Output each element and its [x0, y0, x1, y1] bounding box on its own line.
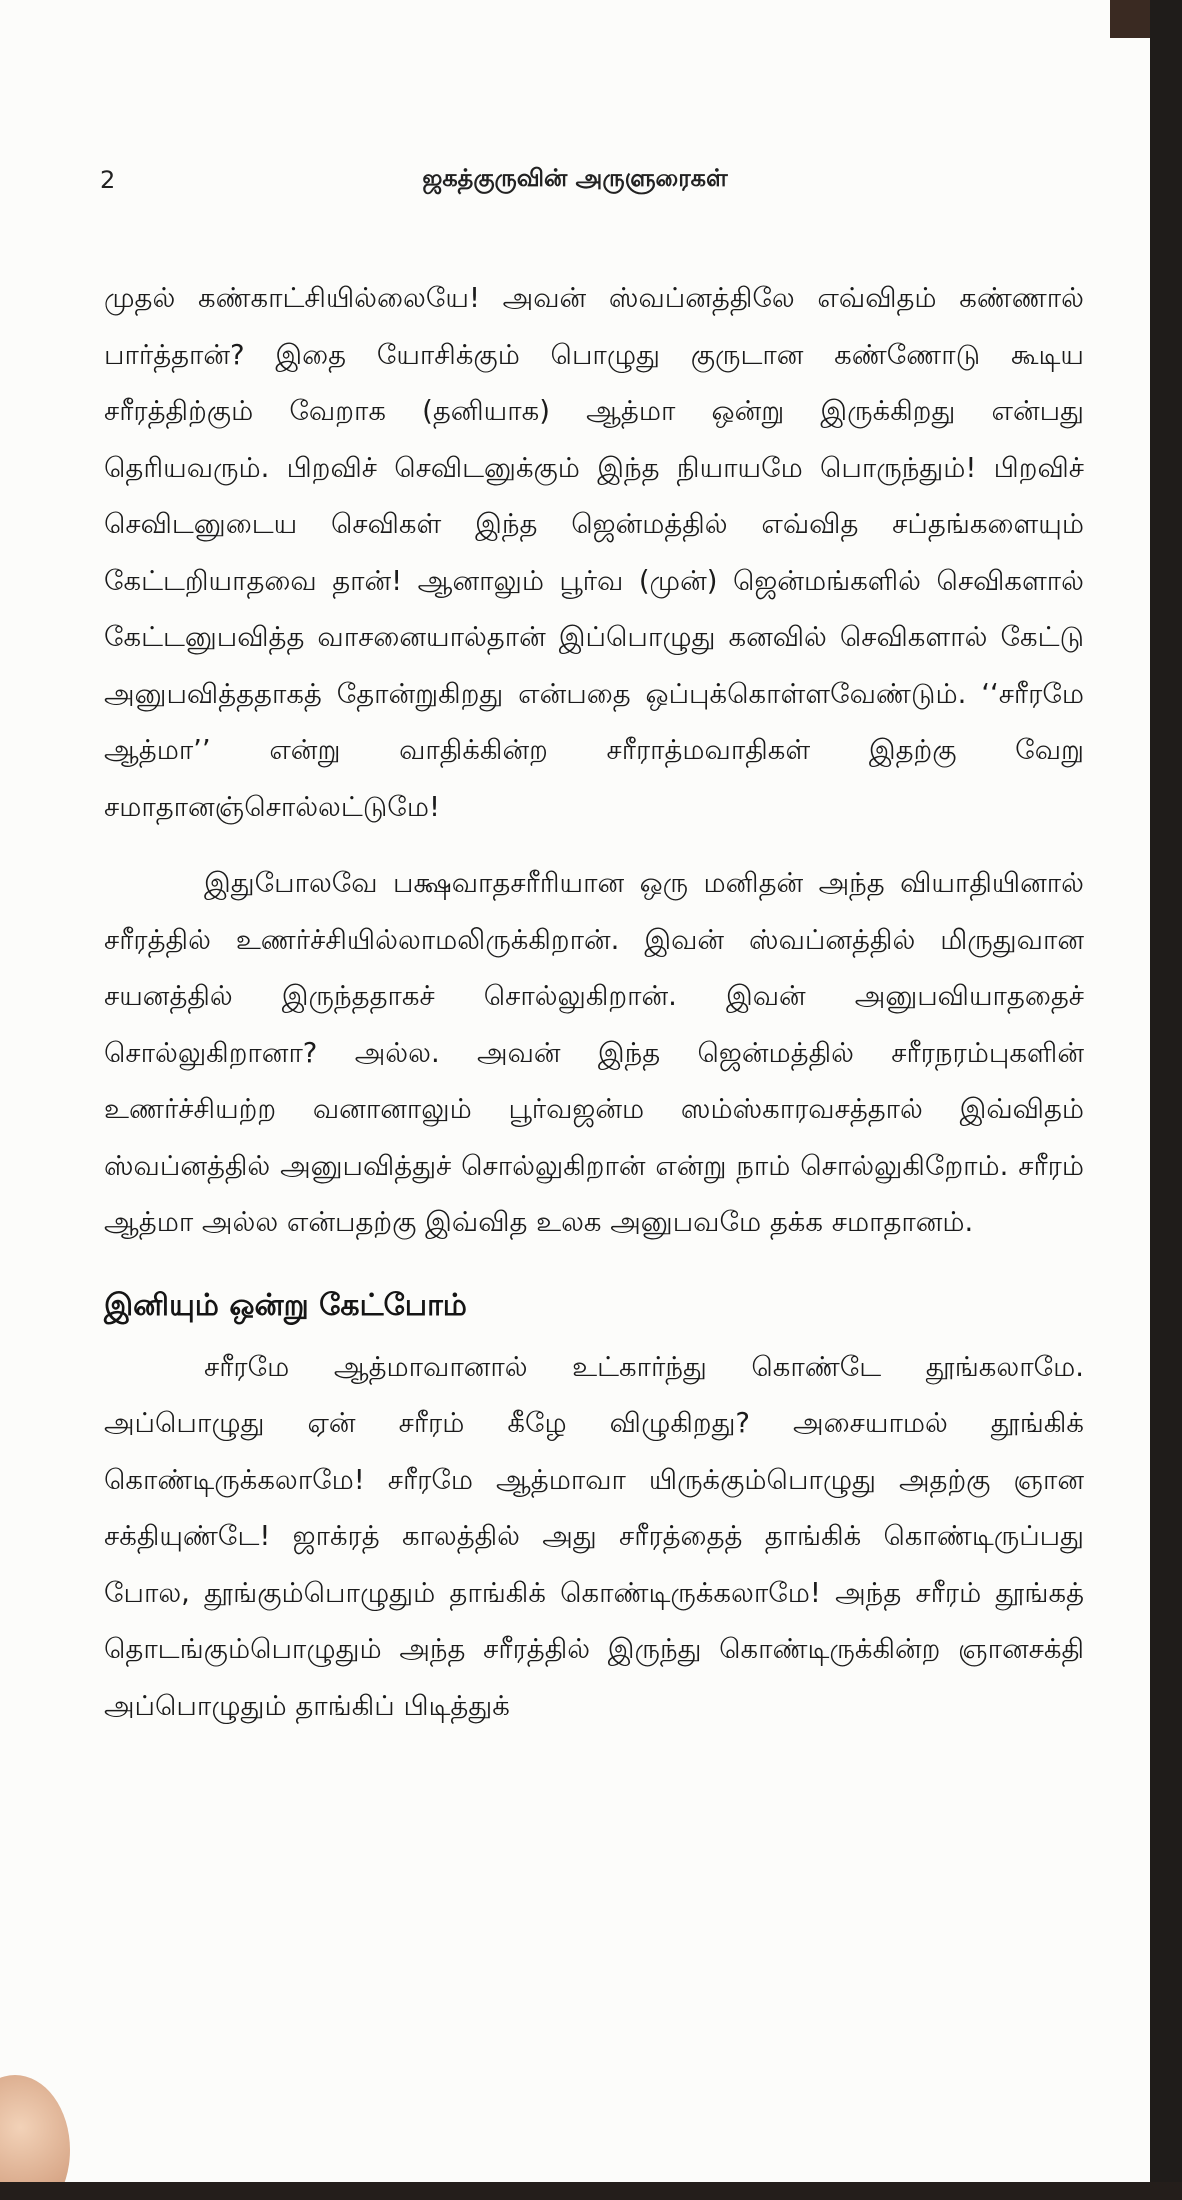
running-header [0, 162, 1150, 202]
thumb-in-frame [0, 2075, 70, 2185]
paragraph-3: சரீரமே ஆத்மாவானால் உட்கார்ந்து கொண்டே தூங்கலாமே. அப்பொழுது ஏன் சரீரம் கீழே விழுகிறது? அசையாமல் தூங்கிக் கொண்டிருக்கலாமே! சரீரமே ஆத்மாவா யிருக்கும்பொழுது அதற்கு ஞான சக்தியுண்டே! ஜாக்ரத் காலத்தில் அது சரீரத்தைத் தாங்கிக் கொண்டிருப்பது போல, தூங்கும்பொழுதும் தாங்கிக் கொண்டிருக்கலாமே! அந்த சரீரம் தூங்கத் தொடங்கும்பொழுதும் அந்த சரீரத்தில் இருந்து கொண்டிருக்கின்ற ஞானசக்தி அப்பொழுதும் தாங்கிப் பிடித்துக் [104, 1350, 1084, 1722]
paragraph-2: இதுபோலவே பக்ஷவாதசரீரியான ஒரு மனிதன் அந்த வியாதியினால் சரீரத்தில் உணர்ச்சியில்லாமலிருக்கிறான். இவன் ஸ்வப்னத்தில் மிருதுவான சயனத்தில் இருந்ததாகச் சொல்லுகிறான். இவன் அனுபவியாததைச் சொல்லுகிறானா? அல்ல. அவன் இந்த ஜென்மத்தில் சரீரநரம்புகளின் உணர்ச்சியற்ற வனானாலும் பூர்வஜன்ம ஸம்ஸ்காரவசத்தால் இவ்விதம் ஸ்வப்னத்தில் அனுபவித்துச் சொல்லுகிறான் என்று நாம் சொல்லுகிறோம். சரீரம் ஆத்மா அல்ல என்பதற்கு இவ்வித உலக அனுபவமே தக்க சமாதானம். [104, 867, 1084, 1238]
page-bottom-edge [0, 2182, 1182, 2200]
book-title-header: ஜகத்குருவின் அருளுரைகள் [422, 164, 728, 192]
page-number: 2 [100, 166, 116, 194]
page-corner-shadow [1110, 0, 1150, 38]
section-heading: இனியும் ஒன்று கேட்போம் [104, 1287, 467, 1323]
paragraph-1: முதல் கண்காட்சியில்லையே! அவன் ஸ்வப்னத்திலே எவ்விதம் கண்ணால் பார்த்தான்? இதை யோசிக்கும் பொழுது குருடான கண்ணோடு கூடிய சரீரத்திற்கும் வேறாக (தனியாக) ஆத்மா ஒன்று இருக்கிறது என்பது தெரியவரும். பிறவிச் செவிடனுக்கும் இந்த நியாயமே பொருந்தும்! பிறவிச் செவிடனுடைய செவிகள் இந்த ஜென்மத்தில் எவ்வித சப்தங்களையும் கேட்டறியாதவை தான்! ஆனாலும் பூர்வ (முன்) ஜென்மங்களில் செவிகளால் கேட்டனுபவித்த வாசனையால்தான் இப்பொழுது கனவில் செவிகளால் கேட்டு அனுபவித்ததாகத் தோன்றுகிறது என்பதை ஒப்புக்கொள்ளவேண்டும். ‘‘சரீரமே ஆத்மா’’ என்று வாதிக்கின்ற சரீராத்மவாதிகள் இதற்கு வேறு சமாதானஞ்சொல்லட்டுமே! [104, 282, 1084, 823]
page-body [104, 270, 1084, 1734]
